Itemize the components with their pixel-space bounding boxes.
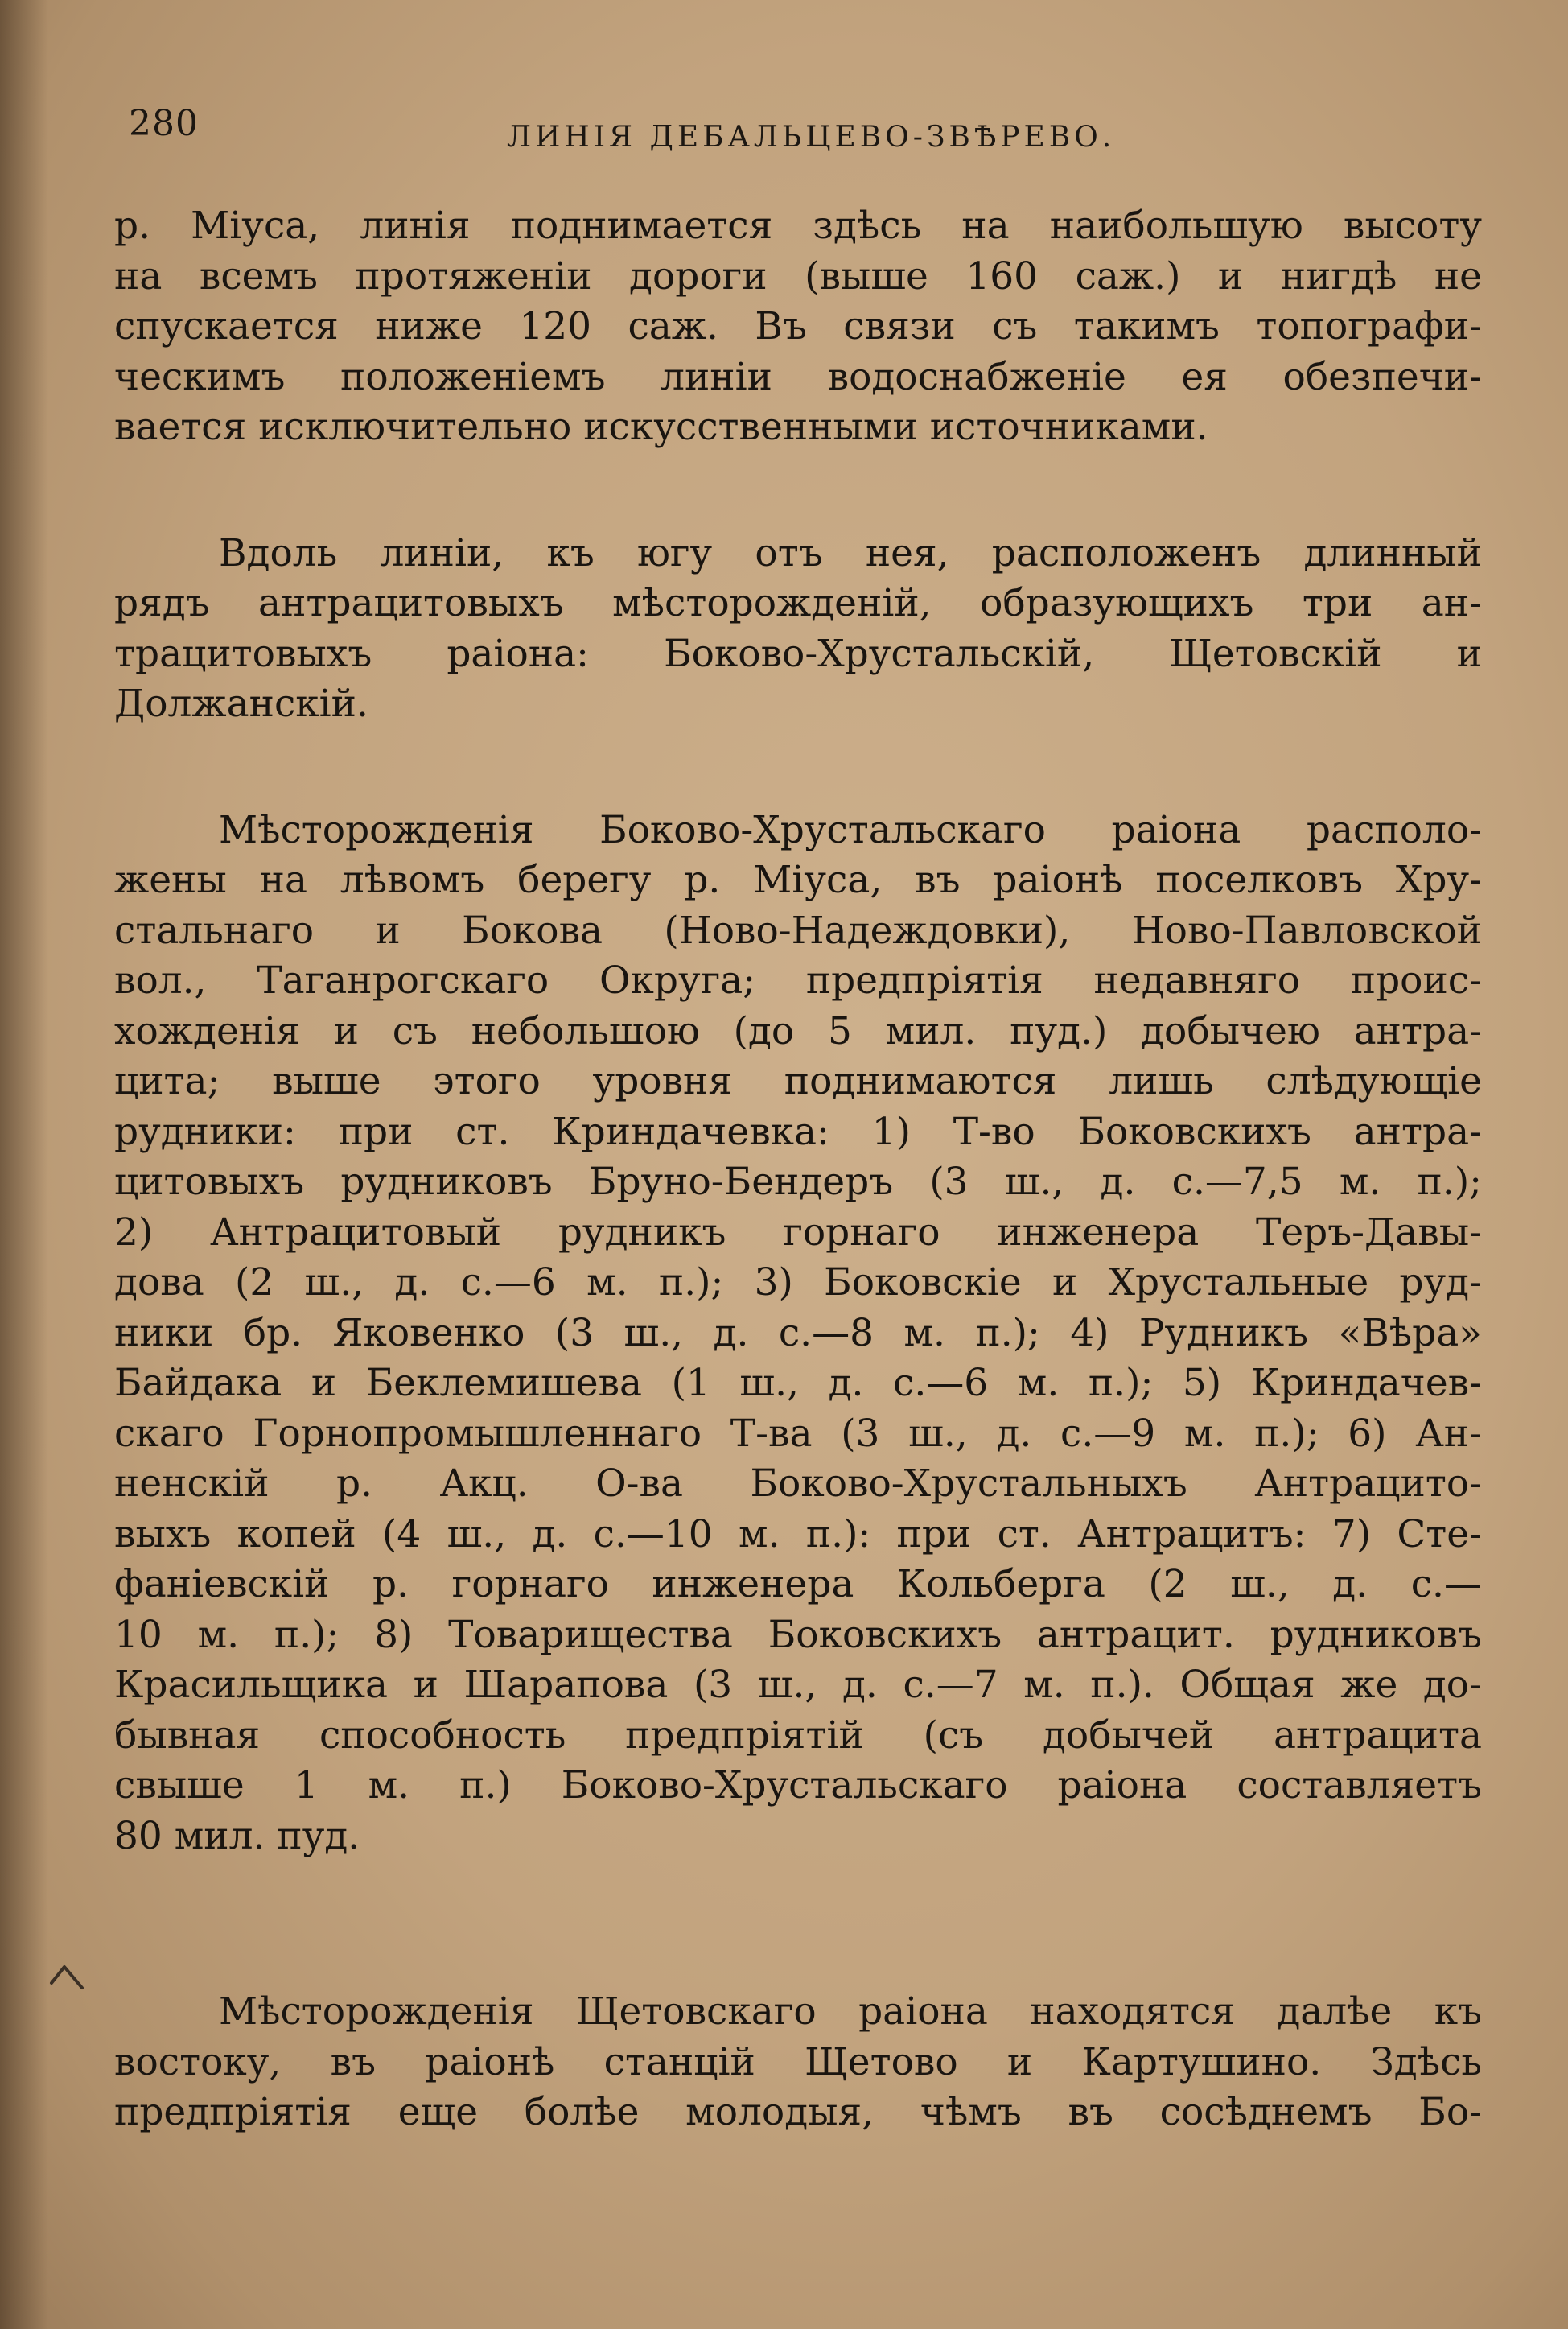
- text-line: ческимъ положеніемъ линіи водоснабженіе ея обезпечи-: [114, 354, 1482, 399]
- text-line: бывная способность предпріятій (съ добычей антрацита: [114, 1713, 1482, 1758]
- text-line: спускается ниже 120 саж. Въ связи съ такимъ топографи-: [114, 304, 1482, 348]
- text-line: Должанскій.: [114, 682, 368, 726]
- text-line: выхъ копей (4 ш., д. с.—10 м. п.): при ст. Антрацитъ: 7) Сте-: [114, 1511, 1482, 1556]
- paragraph-2: [114, 529, 1482, 730]
- running-title: ЛИНІЯ ДЕБАЛЬЦЕВО-ЗВѢРЕВО.: [507, 121, 1116, 154]
- text-line: стальнаго и Бокова (Ново-Надеждовки), Ново-Павловской: [114, 908, 1482, 953]
- text-line: фаніевскій р. горнаго инженера Кольберга (2 ш., д. с.—: [114, 1562, 1482, 1606]
- text-line: рудники: при ст. Криндачевка: 1) Т-во Боковскихъ антра-: [114, 1109, 1482, 1154]
- text-line: Байдака и Беклемишева (1 ш., д. с.—6 м. п.); 5) Криндачев-: [114, 1361, 1482, 1405]
- text-line: трацитовыхъ раіона: Боково-Хрустальскій, Щетовскій и: [114, 631, 1482, 676]
- paragraph-1: [114, 201, 1482, 453]
- text-line: скаго Горнопромышленнаго Т-ва (3 ш., д. с.—9 м. п.); 6) Ан-: [114, 1411, 1482, 1456]
- text-line: востоку, въ раіонѣ станцій Щетово и Картушино. Здѣсь: [114, 2039, 1482, 2084]
- text-line: ники бр. Яковенко (3 ш., д. с.—8 м. п.); 4) Рудникъ «Вѣра»: [114, 1310, 1482, 1355]
- text-line: рядъ антрацитовыхъ мѣсторожденій, образующихъ три ан-: [114, 581, 1482, 625]
- text-line: свыше 1 м. п.) Боково-Хрустальскаго раіона составляетъ: [114, 1763, 1482, 1808]
- text-line: ненскій р. Акц. О-ва Боково-Хрустальныхъ Антрацито-: [114, 1461, 1482, 1506]
- paragraph-4: [114, 1987, 1482, 2138]
- text-line: р. Міуса, линія поднимается здѣсь на наибольшую высоту: [114, 204, 1482, 248]
- page-number: 280: [129, 103, 199, 144]
- text-line: предпріятія еще болѣе молодыя, чѣмъ въ сосѣднемъ Бо-: [114, 2090, 1482, 2134]
- paragraph-gap: [114, 730, 1482, 806]
- body-text: [114, 201, 1482, 2138]
- page-edge-shadow: [0, 0, 48, 2329]
- text-line: цитовыхъ рудниковъ Бруно-Бендеръ (3 ш., д. с.—7,5 м. п.);: [114, 1160, 1482, 1204]
- text-line: цита; выше этого уровня поднимаются лишь слѣдующіе: [114, 1059, 1482, 1103]
- text-line: Мѣсторожденія Боково-Хрустальскаго раіона располо-: [219, 807, 1482, 852]
- text-line: 80 мил. пуд.: [114, 1813, 360, 1858]
- text-line: Красильщика и Шарапова (3 ш., д. с.—7 м. п.). Общая же до-: [114, 1663, 1482, 1707]
- paragraph-gap: [114, 453, 1482, 529]
- text-line: Мѣсторожденія Щетовскаго раіона находятся далѣе къ: [219, 1989, 1482, 2034]
- text-line: 2) Антрацитовый рудникъ горнаго инженера Теръ-Давы-: [114, 1210, 1482, 1255]
- paragraph-gap: [114, 1861, 1482, 1987]
- text-line: жены на лѣвомъ берегу р. Міуса, въ раіонѣ поселковъ Хру-: [114, 858, 1482, 902]
- text-line: 10 м. п.); 8) Товарищества Боковскихъ антрацит. рудниковъ: [114, 1612, 1482, 1657]
- text-line: дова (2 ш., д. с.—6 м. п.); 3) Боковскіе и Хрустальные руд-: [114, 1260, 1482, 1305]
- text-line: хожденія и съ небольшою (до 5 мил. пуд.) добычею антра-: [114, 1008, 1482, 1053]
- text-line: Вдоль линіи, къ югу отъ нея, расположенъ длинный: [219, 530, 1482, 575]
- pencil-check-mark: [47, 1956, 95, 1996]
- paragraph-3: [114, 806, 1482, 1862]
- text-line: на всемъ протяженіи дороги (выше 160 саж.) и нигдѣ не: [114, 254, 1482, 299]
- page-header: [129, 97, 1464, 161]
- text-line: вается исключительно искусственными источниками.: [114, 405, 1208, 449]
- text-line: вол., Таганрогскаго Округа; предпріятія недавняго проис-: [114, 958, 1482, 1003]
